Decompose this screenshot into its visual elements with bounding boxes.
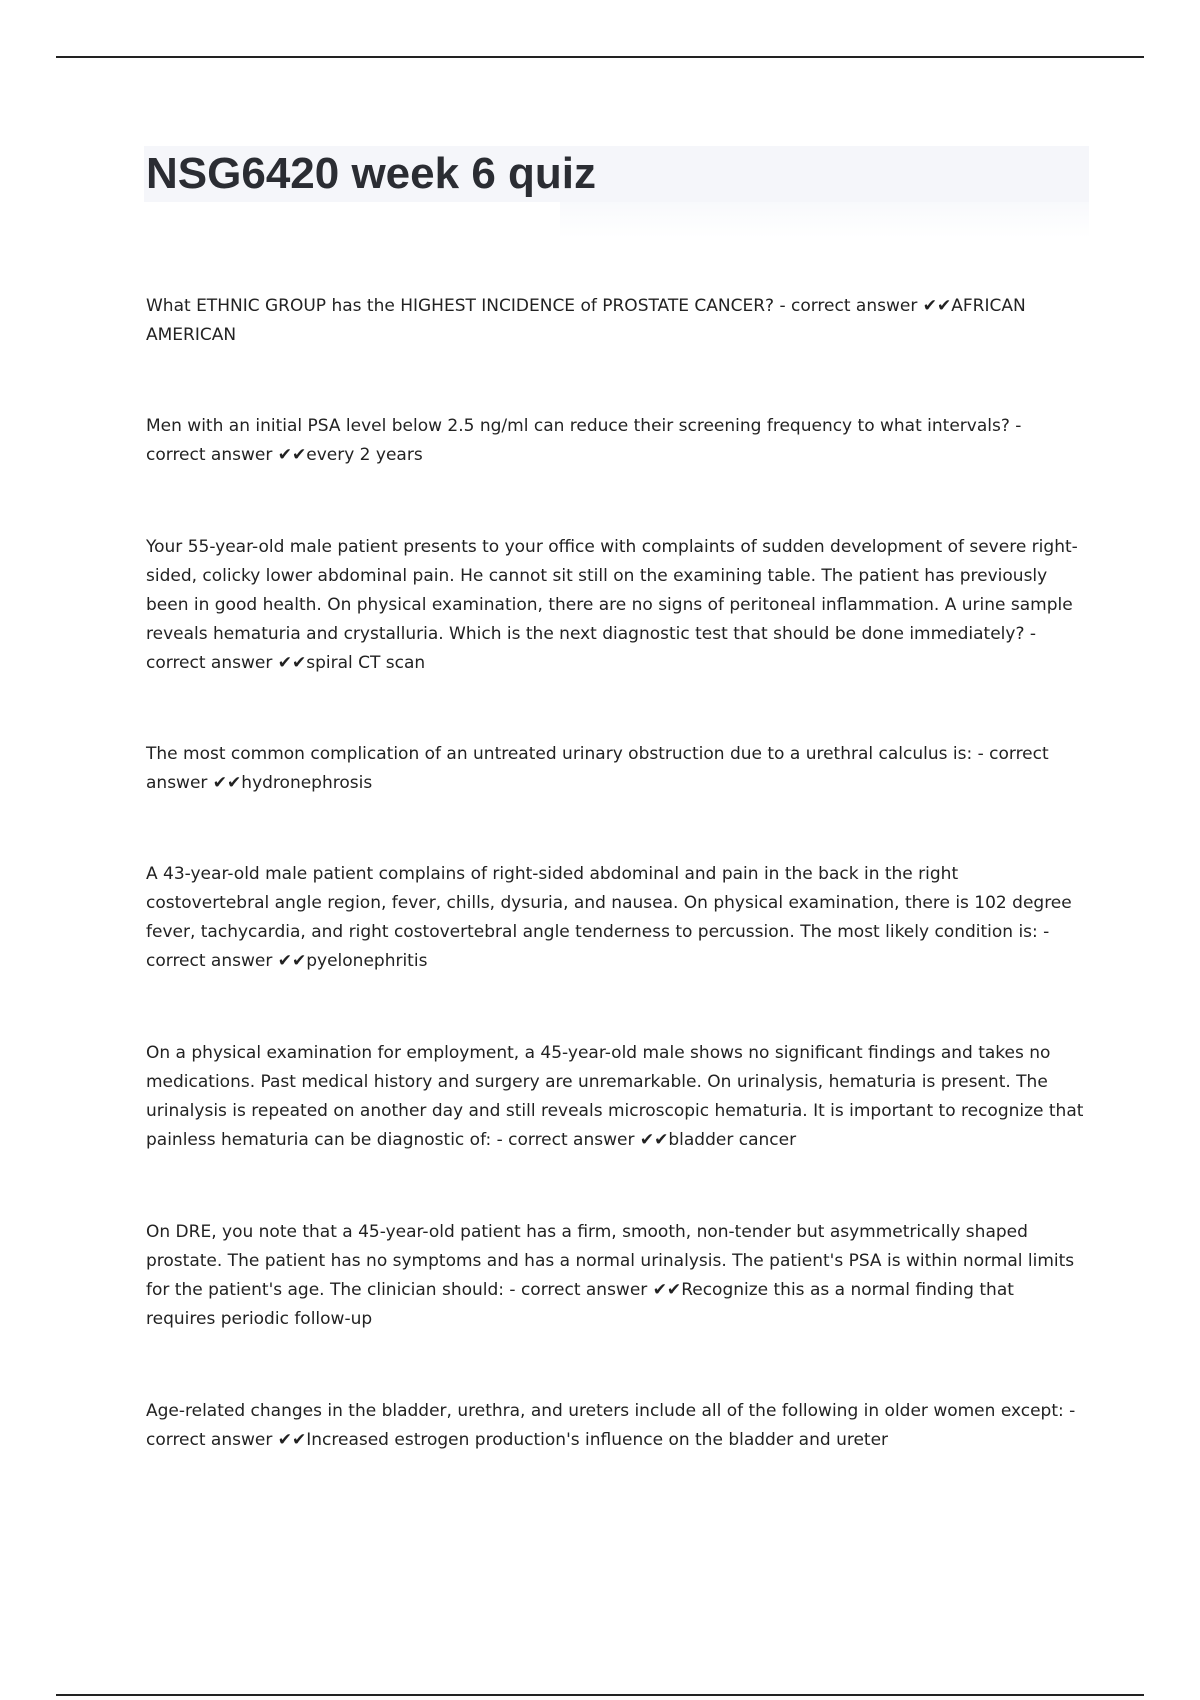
- qa-item: [146, 292, 1086, 350]
- page-top-rule: [56, 56, 1144, 58]
- question-text: On a physical examination for employment, a 45-year-old male shows no significant findings and takes no medications. Past medical history and surgery are unremarkable. On urinalysis, hematuria is present. The urinalysis is repeated on another day and still reveals microscopic hematuria. It is important to recognize that painless hematuria can be diagnostic of: - correct answer ✔✔: [146, 1043, 1084, 1150]
- question-text: What ETHNIC GROUP has the HIGHEST INCIDENCE of PROSTATE CANCER? - correct answer ✔✔: [146, 296, 952, 316]
- qa-item: [146, 1039, 1086, 1155]
- qa-item: [146, 860, 1086, 976]
- question-text: Your 55-year-old male patient presents to your office with complaints of sudden development of severe right-sided, colicky lower abdominal pain. He cannot sit still on the examining table. The patient has previously been in good health. On physical examination, there are no signs of peritoneal inflammation. A urine sample reveals hematuria and crystalluria. Which is the next diagnostic test that should be done immediately? - correct answer ✔✔: [146, 537, 1078, 673]
- answer-text: spiral CT scan: [306, 653, 426, 673]
- title-band-fade: [560, 202, 1089, 238]
- page-bottom-rule: [56, 1694, 1144, 1696]
- answer-text: every 2 years: [306, 445, 423, 465]
- question-text: Age-related changes in the bladder, urethra, and ureters include all of the following in older women except: - correct answer ✔✔: [146, 1401, 1076, 1450]
- qa-item: [146, 533, 1086, 678]
- qa-item: [146, 1397, 1086, 1455]
- answer-text: bladder cancer: [668, 1130, 797, 1150]
- question-text: A 43-year-old male patient complains of right-sided abdominal and pain in the back in the right costovertebral angle region, fever, chills, dysuria, and nausea. On physical examination, there is 102 degree fever, tachycardia, and right costovertebral angle tenderness to percussion. The most likely condition is: - correct answer ✔✔: [146, 864, 1072, 971]
- question-text: On DRE, you note that a 45-year-old patient has a firm, smooth, non-tender but asymmetrically shaped prostate. The patient has no symptoms and has a normal urinalysis. The patient's PSA is within normal limits for the patient's age. The clinician should: - correct answer ✔✔: [146, 1222, 1075, 1300]
- qa-item: [146, 740, 1086, 798]
- answer-text: AFRICAN AMERICAN: [146, 296, 1026, 345]
- question-text: Men with an initial PSA level below 2.5 ng/ml can reduce their screening frequency to what intervals? - correct answer ✔✔: [146, 416, 1022, 465]
- question-text: The most common complication of an untreated urinary obstruction due to a urethral calculus is: - correct answer ✔✔: [146, 744, 1049, 793]
- answer-text: Increased estrogen production's influence on the bladder and ureter: [306, 1430, 889, 1450]
- answer-text: hydronephrosis: [241, 773, 373, 793]
- qa-item: [146, 1218, 1086, 1334]
- document-title: NSG6420 week 6 quiz: [146, 149, 596, 198]
- answer-text: Recognize this as a normal finding that requires periodic follow-up: [146, 1280, 1014, 1329]
- answer-text: pyelonephritis: [306, 951, 428, 971]
- qa-item: [146, 412, 1086, 470]
